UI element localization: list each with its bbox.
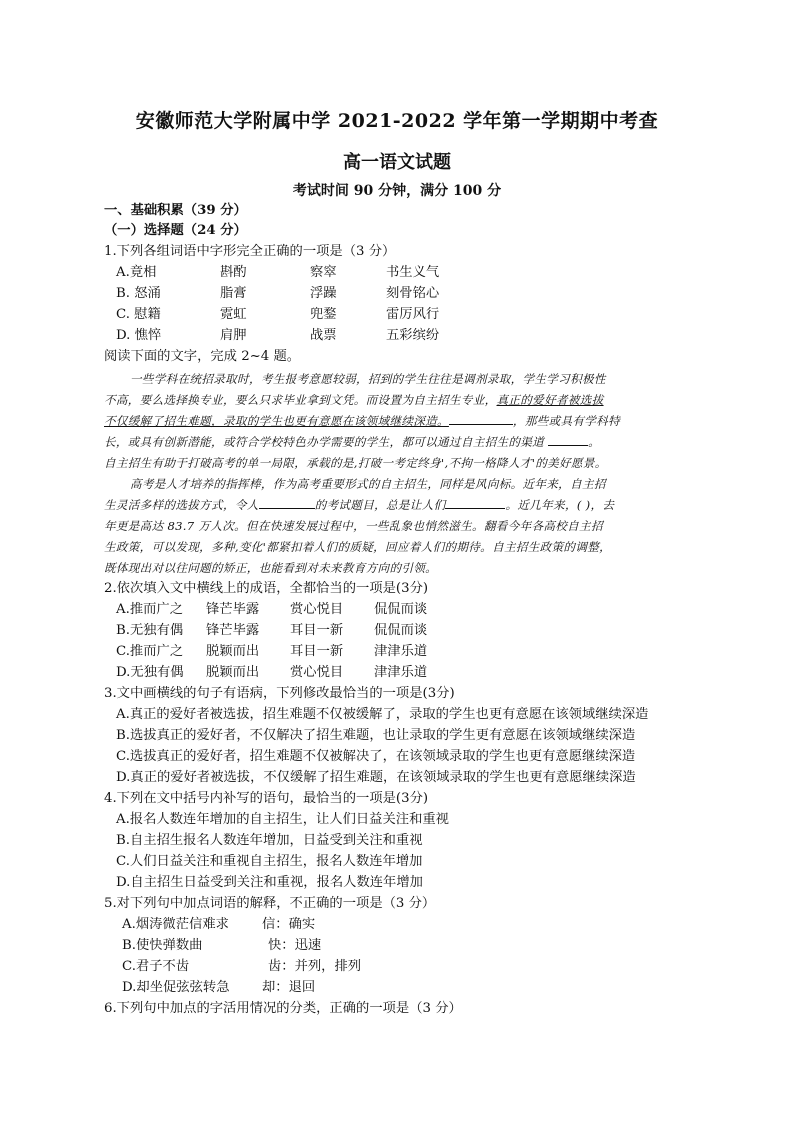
passage-line: 一些学科在统招录取时，考生报考意愿较弱，招到的学生往往是调剂录取，学生学习积极性	[130, 372, 606, 386]
passage-text: 。近几年来，( )，去	[505, 498, 615, 512]
blank-line	[445, 496, 505, 509]
option-word: 战票	[310, 328, 337, 343]
option-word: A.竟相	[116, 265, 157, 280]
option-word: 锋芒毕露	[206, 623, 260, 638]
q4-option-b: B.自主招生报名人数连年增加，日益受到关注和重视	[116, 833, 423, 848]
passage-text: 。	[588, 435, 600, 449]
option-word: 斟酌	[220, 265, 247, 280]
underlined-sentence: 真正的爱好者被选拔	[496, 393, 604, 407]
q3-option-c: C.选拔真正的爱好者，招生难题不仅被解决了，在该领域录取的学生也更有意愿继续深造	[116, 749, 636, 764]
question-6-stem: 6.下列句中加点的字活用情况的分类，正确的一项是（3 分）	[104, 1001, 462, 1016]
passage-line: 既体现出对以往问题的矫正，也能看到对未来教育方向的引领。	[104, 561, 438, 575]
q4-option-c: C.人们日益关注和重视自主招生，报名人数连年增加	[116, 854, 423, 869]
option-word: 津津乐道	[374, 644, 428, 659]
option-gloss: 齿：并列，排列	[268, 959, 362, 974]
option-word: 刻骨铭心	[386, 286, 440, 301]
option-sentence: D.却坐促弦弦转急	[122, 980, 230, 995]
question-4-stem: 4.下列在文中括号内补写的语句，最恰当的一项是(3分)	[104, 791, 429, 806]
exam-title: 安徽师范大学附属中学 2021-2022 学年第一学期期中考查	[135, 110, 659, 132]
option-word: 五彩缤纷	[386, 328, 440, 343]
option-word: 书生义气	[386, 265, 440, 280]
option-word: 脱颖而出	[206, 665, 260, 680]
option-word: 察窣	[310, 265, 337, 280]
passage-line	[104, 411, 686, 432]
question-3-stem: 3.文中画横线的句子有语病，下列修改最恰当的一项是(3分)	[104, 686, 455, 701]
reading-instructions: 阅读下面的文字，完成 2~4 题。	[104, 349, 301, 364]
option-word: 霓虹	[220, 307, 247, 322]
option-word: 浮躁	[310, 286, 337, 301]
passage-line	[104, 390, 686, 411]
passage-line: 高考是人才培养的指挥棒，作为高考重要形式的自主招生，同样是风向标。近年来，自主招	[130, 477, 606, 491]
blank-line	[449, 412, 513, 425]
underlined-sentence: 不仅缓解了招生难题，录取的学生也更有意愿在该领域继续深造。	[104, 414, 449, 428]
option-word: 耳目一新	[290, 644, 344, 659]
subsection-heading: （一）选择题（24 分）	[104, 223, 247, 238]
passage-text: ，那些或具有学科特	[512, 414, 620, 428]
option-sentence: B.使快弹数曲	[122, 938, 203, 953]
option-word: 兜鍪	[310, 307, 337, 322]
option-word: 脂膏	[220, 286, 247, 301]
passage-line: 年更是高达 83.7 万人次。但在快速发展过程中，一些乱象也悄然滋生。翻看今年各高校自主招	[104, 519, 603, 533]
passage-line: 生政策，可以发现，多种,变化'都紧扣着人们的质疑，回应着人们的期待。自主招生政策的调整，	[104, 540, 612, 554]
passage-text: 不高，要么选择换专业，要么只求毕业拿到文凭。而设置为自主招生专业，	[104, 393, 497, 407]
passage-line: 自主招生有助于打破高考的单一局限，承载的是,打破一考定终身',不拘一格降人才'的美好愿景。	[104, 456, 607, 470]
option-word: A.推而广之	[116, 602, 184, 617]
q3-option-b: B.选拔真正的爱好者，不仅解决了招生难题，也让录取的学生更有意愿在该领域继续深造	[116, 728, 636, 743]
passage-text: 生灵活多样的选拔方式，令人	[104, 498, 259, 512]
q3-option-d: D.真正的爱好者被选拔，不仅缓解了招生难题，在该领域录取的学生也更有意愿继续深造	[116, 770, 636, 785]
option-word: 赏心悦目	[290, 665, 344, 680]
passage-text: 的考试题目，总是让人们	[314, 498, 446, 512]
option-word: 侃侃而谈	[374, 602, 428, 617]
question-1-stem: 1.下列各组词语中字形完全正确的一项是（3 分）	[104, 244, 396, 259]
exam-info: 考试时间 90 分钟，满分 100 分	[292, 183, 502, 199]
q3-option-a: A.真正的爱好者被选拔，招生难题不仅被缓解了，录取的学生也更有意愿在该领域继续深造	[116, 707, 649, 722]
exam-subtitle: 高一语文试题	[343, 152, 451, 173]
passage-line	[104, 432, 686, 453]
blank-line	[548, 433, 588, 446]
blank-line	[259, 496, 315, 509]
option-gloss: 却：退回	[262, 980, 316, 995]
q4-option-d: D.自主招生日益受到关注和重视，报名人数连年增加	[116, 875, 423, 890]
option-word: C.推而广之	[116, 644, 184, 659]
option-word: 赏心悦目	[290, 602, 344, 617]
option-word: C. 慰籍	[116, 307, 161, 322]
option-word: 津津乐道	[374, 665, 428, 680]
option-word: 耳目一新	[290, 623, 344, 638]
q4-option-a: A.报名人数连年增加的自主招生，让人们日益关注和重视	[116, 812, 449, 827]
option-word: 雷厉风行	[386, 307, 440, 322]
option-word: 肩胛	[220, 328, 247, 343]
option-word: D.无独有偶	[116, 665, 184, 680]
option-word: B.无独有偶	[116, 623, 184, 638]
option-gloss: 信：确实	[262, 917, 316, 932]
option-word: B. 怒涌	[116, 286, 161, 301]
passage-line	[104, 495, 686, 516]
option-gloss: 快：迅速	[268, 938, 322, 953]
option-word: D. 憔悴	[116, 328, 162, 343]
option-word: 锋芒毕露	[206, 602, 260, 617]
option-sentence: A.烟涛微茫信难求	[122, 917, 229, 932]
question-2-stem: 2.依次填入文中横线上的成语，全都恰当的一项是(3分)	[104, 581, 429, 596]
option-word: 脱颖而出	[206, 644, 260, 659]
section-heading: 一、基础积累（39 分）	[104, 203, 247, 218]
passage-text: 长，或具有创新潜能，或符合学校特色办学需要的学生，都可以通过自主招生的渠道	[104, 435, 545, 449]
option-sentence: C.君子不齿	[122, 959, 190, 974]
option-word: 侃侃而谈	[374, 623, 428, 638]
question-5-stem: 5.对下列句中加点词语的解释，不正确的一项是（3 分）	[104, 896, 436, 911]
